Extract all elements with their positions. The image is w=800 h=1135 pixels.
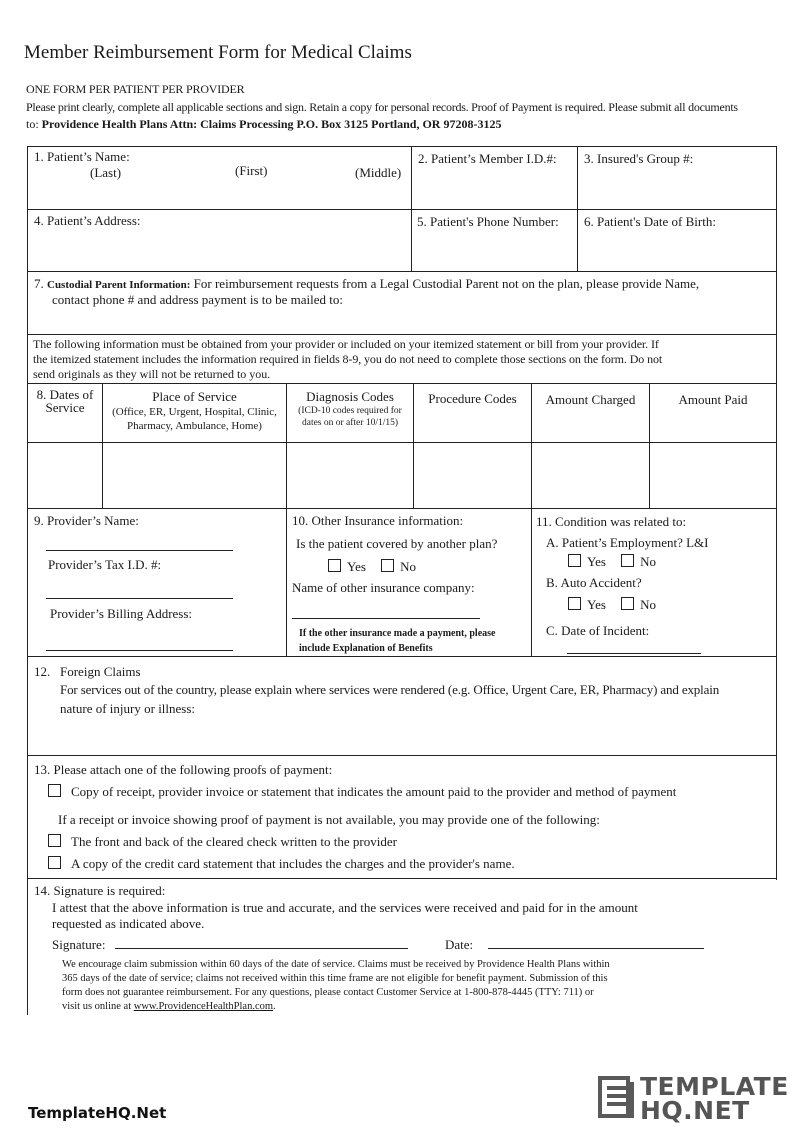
date-of-incident-label: C. Date of Incident:	[546, 623, 650, 638]
intro-line1: ONE FORM PER PATIENT PER PROVIDER	[26, 82, 245, 96]
amount-charged-header: Amount Charged	[545, 392, 636, 407]
place-of-service-field[interactable]	[104, 444, 285, 507]
other-plan-options	[328, 559, 416, 575]
document-icon	[598, 1076, 636, 1120]
intro-line2: Please print clearly, complete all applicable sections and sign. Retain a copy for personal records. Proof of Payment is required. Please submit all documents	[26, 100, 738, 114]
custodial-text2: contact phone # and address payment is to be mailed to:	[52, 292, 343, 307]
intro-to: to:	[26, 117, 39, 131]
fine-print-3: form does not guarantee reimbursement. For any questions, please contact Customer Service at 1-800-878-4445 (TTY: 711) or	[62, 987, 594, 998]
employment-yes-checkbox[interactable]	[568, 554, 606, 569]
other-plan-question: Is the patient covered by another plan?	[296, 536, 498, 551]
credit-card-label: A copy of the credit card statement that includes the charges and the provider's name.	[71, 856, 515, 871]
signature-date-field[interactable]	[488, 948, 704, 949]
proof-alternative-text: If a receipt or invoice showing proof of payment is not available, you may provide one of the following:	[58, 812, 600, 827]
foreign-claims-field[interactable]	[58, 720, 772, 752]
provider-tax-id-field[interactable]	[46, 598, 233, 599]
footer-site-name: TemplateHQ.Net	[28, 1104, 167, 1122]
checkbox-icon	[328, 559, 341, 572]
provider-name-field[interactable]	[46, 550, 233, 551]
yes-label: Yes	[587, 597, 606, 612]
note-line1: If the other insurance made a payment, please	[299, 628, 496, 639]
signature-label: Signature:	[52, 937, 106, 952]
proof-option-check[interactable]	[48, 834, 397, 850]
patient-address-field[interactable]	[30, 232, 408, 268]
yes-label: Yes	[587, 554, 606, 569]
proof-of-payment-label: 13. Please attach one of the following proofs of payment:	[34, 762, 333, 777]
diag-sub1: (ICD-10 codes required for	[298, 406, 402, 416]
logo-wordmark-top: TEMPLATE	[640, 1072, 789, 1101]
date-of-birth-label: 6. Patient's Date of Birth:	[584, 214, 716, 229]
custodial-bold: Custodial Parent Information:	[47, 279, 191, 291]
patient-name-label: 1. Patient’s Name:	[34, 149, 130, 164]
dates-of-service-field[interactable]	[29, 444, 101, 507]
custodial-parent-field[interactable]	[30, 310, 774, 332]
pos-sub1: (Office, ER, Urgent, Hospital, Clinic,	[112, 406, 277, 418]
dates-header-1: 8. Dates of	[36, 387, 94, 402]
amount-paid-field[interactable]	[651, 444, 775, 507]
procedure-codes-field[interactable]	[415, 444, 530, 507]
date-of-incident-field[interactable]	[567, 653, 701, 654]
checkbox-icon	[48, 856, 61, 869]
diagnosis-codes-field[interactable]	[288, 444, 412, 507]
foreign-claims-text1: For services out of the country, please explain where services were rendered (e.g. Office, Urgent Care, ER, Pharmacy) and explain	[60, 682, 720, 697]
logo-wordmark-bottom: HQ.NET	[640, 1096, 750, 1125]
checkbox-icon	[568, 597, 581, 610]
custodial-parent-heading	[34, 276, 699, 292]
other-insurance-company-field[interactable]	[292, 618, 480, 619]
employment-no-checkbox[interactable]	[621, 554, 656, 569]
foreign-claims-num: 12.	[34, 664, 51, 679]
custodial-text1: For reimbursement requests from a Legal Custodial Parent not on the plan, please provide Name,	[193, 276, 700, 291]
date-of-birth-field[interactable]	[580, 234, 774, 268]
first-name-hint: (First)	[235, 163, 268, 178]
attestation-line2: requested as indicated above.	[52, 916, 205, 931]
procedure-codes-header: Procedure Codes	[428, 391, 517, 406]
fine-print-2: 365 days of the date of service; claims not received within this time frame are not eligible for benefit payment. Submission of this	[62, 973, 608, 984]
employment-question: A. Patient’s Employment? L&I	[546, 535, 709, 550]
employment-options	[568, 554, 656, 570]
auto-yes-checkbox[interactable]	[568, 597, 606, 612]
checkbox-icon	[48, 834, 61, 847]
diag-sub2: dates on or after 10/1/15)	[301, 418, 399, 428]
attestation-line1: I attest that the above information is true and accurate, and the services were received and paid for in the amount	[52, 900, 638, 915]
provider-name-label: 9. Provider’s Name:	[34, 513, 139, 528]
fine-print-4-prefix: visit us online at	[62, 1001, 132, 1012]
proof-option-receipt[interactable]	[48, 784, 676, 800]
other-plan-no-checkbox[interactable]	[381, 559, 416, 574]
amount-charged-field[interactable]	[533, 444, 648, 507]
dates-header-2: Service	[45, 400, 85, 415]
patient-address-label: 4. Patient’s Address:	[34, 213, 141, 228]
amount-paid-header: Amount Paid	[678, 392, 748, 407]
signature-field[interactable]	[115, 948, 408, 949]
receipt-label: Copy of receipt, provider invoice or statement that indicates the amount paid to the provider and method of payment	[71, 784, 677, 799]
signature-required-label: 14. Signature is required:	[34, 883, 166, 898]
condition-related-label: 11. Condition was related to:	[536, 514, 687, 529]
provider-tax-id-label: Provider’s Tax I.D. #:	[48, 557, 162, 572]
provider-billing-field[interactable]	[46, 650, 233, 651]
other-insurance-note	[299, 626, 495, 656]
auto-accident-question: B. Auto Accident?	[546, 575, 642, 590]
note-line2: include Explanation of Benefits	[299, 643, 433, 654]
checkbox-icon	[621, 554, 634, 567]
providence-website-link[interactable]: www.ProvidenceHealthPlan.com	[133, 1001, 274, 1012]
checkbox-icon	[381, 559, 394, 572]
no-label: No	[400, 559, 417, 574]
check-label: The front and back of the cleared check written to the provider	[71, 834, 397, 849]
provider-billing-label: Provider’s Billing Address:	[50, 606, 193, 621]
fine-print	[62, 958, 610, 1014]
notice-line3: send originals as they will not be returned to you.	[33, 367, 271, 381]
intro-line3	[26, 117, 501, 132]
no-label: No	[640, 597, 657, 612]
yes-label: Yes	[347, 559, 366, 574]
foreign-claims-title: Foreign Claims	[60, 664, 141, 679]
middle-name-hint: (Middle)	[355, 165, 402, 180]
dates-of-service-header	[28, 388, 102, 414]
checkbox-icon	[48, 784, 61, 797]
member-id-field[interactable]	[414, 170, 574, 206]
pos-sub2: Pharmacy, Ambulance, Home)	[127, 420, 262, 432]
checkbox-icon	[568, 554, 581, 567]
fine-print-1: We encourage claim submission within 60 days of the date of service. Claims must be received by Providence Health Plans within	[62, 959, 610, 970]
patient-name-field[interactable]	[30, 180, 408, 206]
auto-no-checkbox[interactable]	[621, 597, 656, 612]
no-label: No	[640, 554, 657, 569]
form-title: Member Reimbursement Form for Medical Claims	[24, 42, 412, 63]
diagnosis-codes-header	[287, 389, 413, 429]
group-number-label: 3. Insured's Group #:	[584, 151, 694, 166]
pos-title: Place of Service	[152, 389, 237, 404]
custodial-num: 7.	[34, 276, 44, 291]
foreign-claims-text2: nature of injury or illness:	[60, 701, 196, 716]
diag-title: Diagnosis Codes	[306, 389, 394, 404]
other-insurance-label: 10. Other Insurance information:	[292, 513, 464, 528]
last-name-hint: (Last)	[90, 165, 122, 180]
other-insurance-company-label: Name of other insurance company:	[292, 580, 475, 595]
mailing-address: Providence Health Plans Attn: Claims Processing P.O. Box 3125 Portland, OR 97208-3125	[41, 117, 502, 131]
fine-print-4-suffix: .	[273, 1001, 276, 1012]
notice-line1: The following information must be obtained from your provider or included on your itemized statement or bill from your provider. If	[33, 337, 659, 351]
date-label: Date:	[445, 937, 474, 952]
proof-option-credit-card[interactable]	[48, 856, 515, 872]
phone-number-field[interactable]	[414, 234, 574, 268]
fine-print-4	[62, 1000, 610, 1014]
group-number-field[interactable]	[580, 170, 774, 206]
auto-accident-options	[568, 597, 656, 613]
phone-number-label: 5. Patient's Phone Number:	[417, 214, 559, 229]
other-plan-yes-checkbox[interactable]	[328, 559, 366, 574]
checkbox-icon	[621, 597, 634, 610]
notice-line2: the itemized statement includes the information required in fields 8-9, you do not need to complete those sections on the form. Do not	[33, 352, 663, 366]
member-id-label: 2. Patient’s Member I.D.#:	[418, 151, 557, 166]
place-of-service-header	[103, 389, 286, 433]
